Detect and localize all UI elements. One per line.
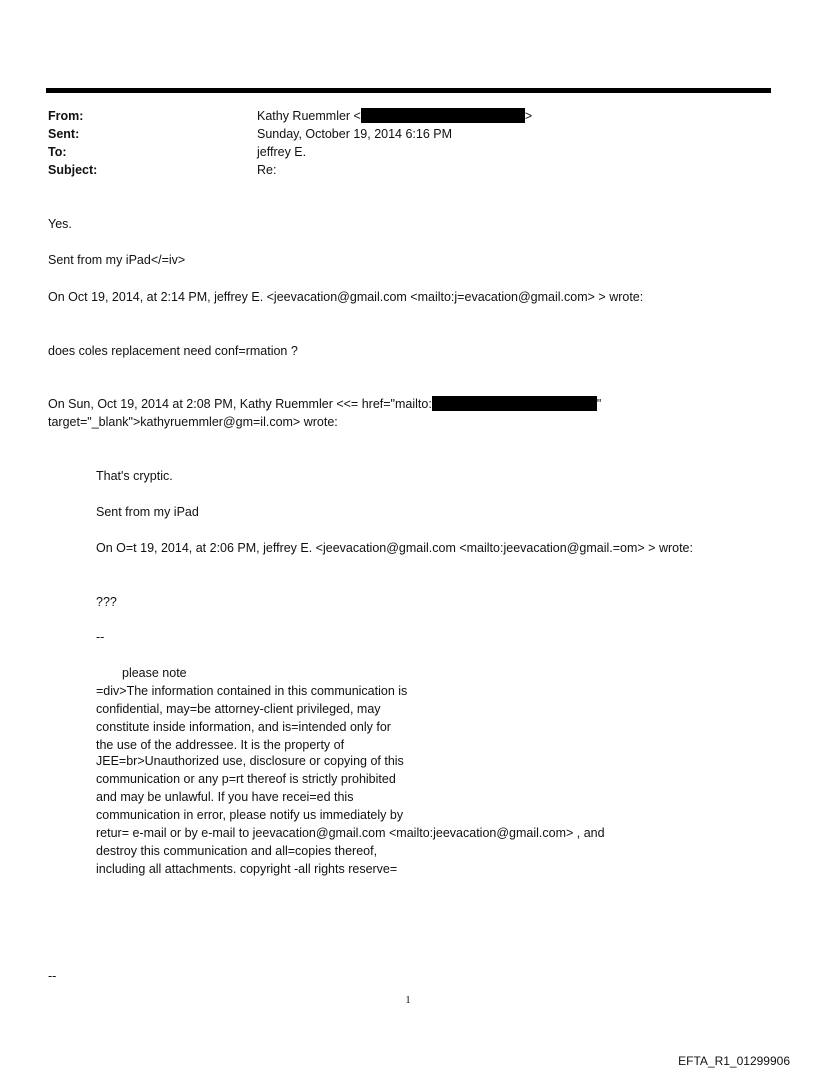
redaction-block [361,108,525,123]
document-id: EFTA_R1_01299906 [678,1054,790,1068]
notice-line: communication in error, please notify us immediately by [96,808,404,822]
notice-line: destroy this communication and all=copies thereof, [96,844,378,858]
quote-2-text: That's cryptic. [96,469,173,483]
signature-2: Sent from my iPad [96,505,199,519]
quote-1-header: On Oct 19, 2014, at 2:14 PM, jeffrey E. <jeevacation@gmail.com <mailto:j=evacation@gmail.com> > wrote: [48,290,644,304]
header-rule [46,88,771,93]
separator: -- [48,969,57,983]
quote-3-header: On O=t 19, 2014, at 2:06 PM, jeffrey E. <jeevacation@gmail.com <mailto:jeevacation@gmail.=om> > wrote: [96,541,693,555]
quote-2-header-quote: " [596,397,602,411]
quote-2-header-line-2: target="_blank">kathyruemmler@gm=il.com> wrote: [48,415,338,429]
notice-line: =div>The information contained in this communication is [96,684,408,698]
reply-text: Yes. [48,217,72,231]
from-bracket: > [524,109,533,123]
quote-2-header-line-1 [48,395,601,413]
to-label: To: [48,145,67,159]
redaction-block [432,396,597,411]
subject-label: Subject: [48,163,98,177]
from-label: From: [48,109,84,123]
quote-3-text: ??? [96,595,117,609]
notice-line: retur= e-mail or by e-mail to jeevacation@gmail.com <mailto:jeevacation@gmail.com> , and [96,826,605,840]
notice-line: JEE=br>Unauthorized use, disclosure or copying of this [96,754,404,768]
page-number: 1 [405,994,411,1006]
separator: -- [96,630,105,644]
subject-value: Re: [257,163,277,177]
notice-line: including all attachments. copyright -all rights reserve= [96,862,398,876]
notice-line: communication or any p=rt thereof is strictly prohibited [96,772,396,786]
sent-value: Sunday, October 19, 2014 6:16 PM [257,127,453,141]
notice-line: constitute inside information, and is=intended only for [96,720,391,734]
sent-label: Sent: [48,127,80,141]
signature-1: Sent from my iPad</=iv> [48,253,186,267]
notice-line: confidential, may=be attorney-client privileged, may [96,702,381,716]
notice-line: the use of the addressee. It is the property of [96,738,345,752]
to-value: jeffrey E. [257,145,307,159]
notice-line: and may be unlawful. If you have recei=ed this [96,790,354,804]
from-value [257,107,532,125]
from-name: Kathy Ruemmler < [257,109,361,123]
quote-1-text: does coles replacement need conf=rmation ? [48,344,298,358]
notice-title: please note [122,666,187,680]
quote-2-header-start: On Sun, Oct 19, 2014 at 2:08 PM, Kathy Ruemmler <<= href="mailto: [48,397,432,411]
